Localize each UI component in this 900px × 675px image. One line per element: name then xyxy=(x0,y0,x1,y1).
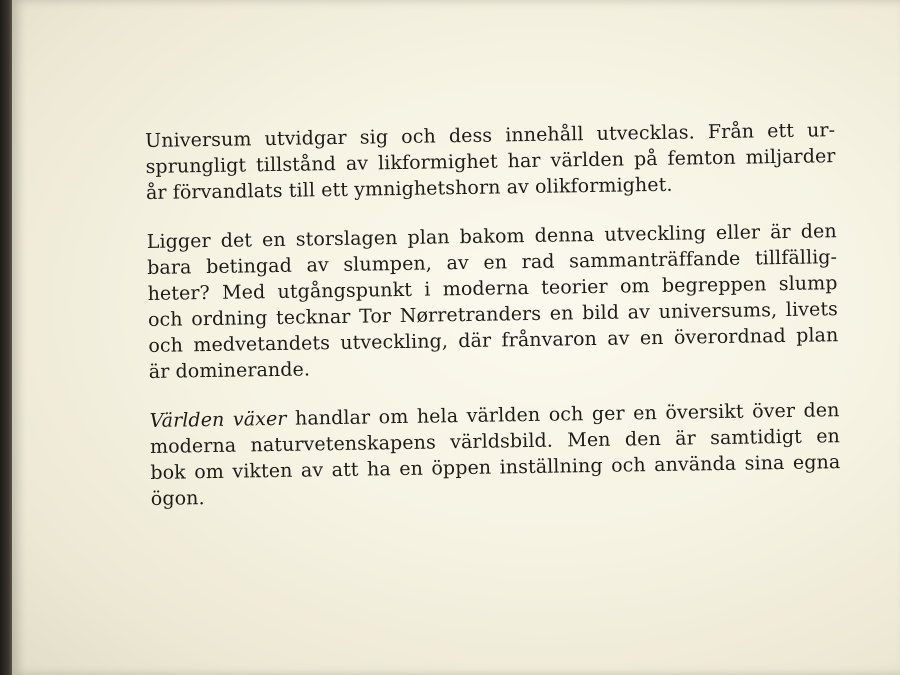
text-fragment: handlar om hela världen och ger en översikt över den xyxy=(286,399,840,430)
text-line: Universum utvidgar sig och dess innehåll utvecklas. Från ett ur- xyxy=(145,119,836,152)
back-cover-text xyxy=(145,117,841,535)
text-line: moderna naturvetenskapens världsbild. Men den är samtidigt en xyxy=(149,425,841,458)
text-line: heter? Med utgångspunkt i moderna teorier om begreppen slump xyxy=(147,272,838,305)
text-line: Ligger det en storslagen plan bakom denna utveckling eller är den xyxy=(146,220,837,253)
paragraph-2 xyxy=(147,218,839,385)
text-line: bok om vikten av att ha en öppen inställning och använda sina egna xyxy=(150,451,841,484)
text-line: ögon. xyxy=(150,487,205,510)
book-title-italic: Världen växer xyxy=(149,407,287,432)
text-line: och medvetandets utveckling, där frånvaron av en överordnad plan xyxy=(148,324,839,357)
text-line: och ordning tecknar Tor Nørretranders en bild av universums, livets xyxy=(147,298,839,331)
paragraph-1 xyxy=(145,117,836,206)
paragraph-3 xyxy=(149,397,841,512)
text-line: år förvandlats till ett ymnighetshorn av olikformighet. xyxy=(145,173,673,204)
text-line: sprungligt tillstånd av likformighet har världen på femton miljarder xyxy=(145,145,836,178)
text-line: bara betingad av slumpen, av en rad sammanträffande tillfällig- xyxy=(147,246,838,279)
text-line: är dominerande. xyxy=(148,358,311,383)
